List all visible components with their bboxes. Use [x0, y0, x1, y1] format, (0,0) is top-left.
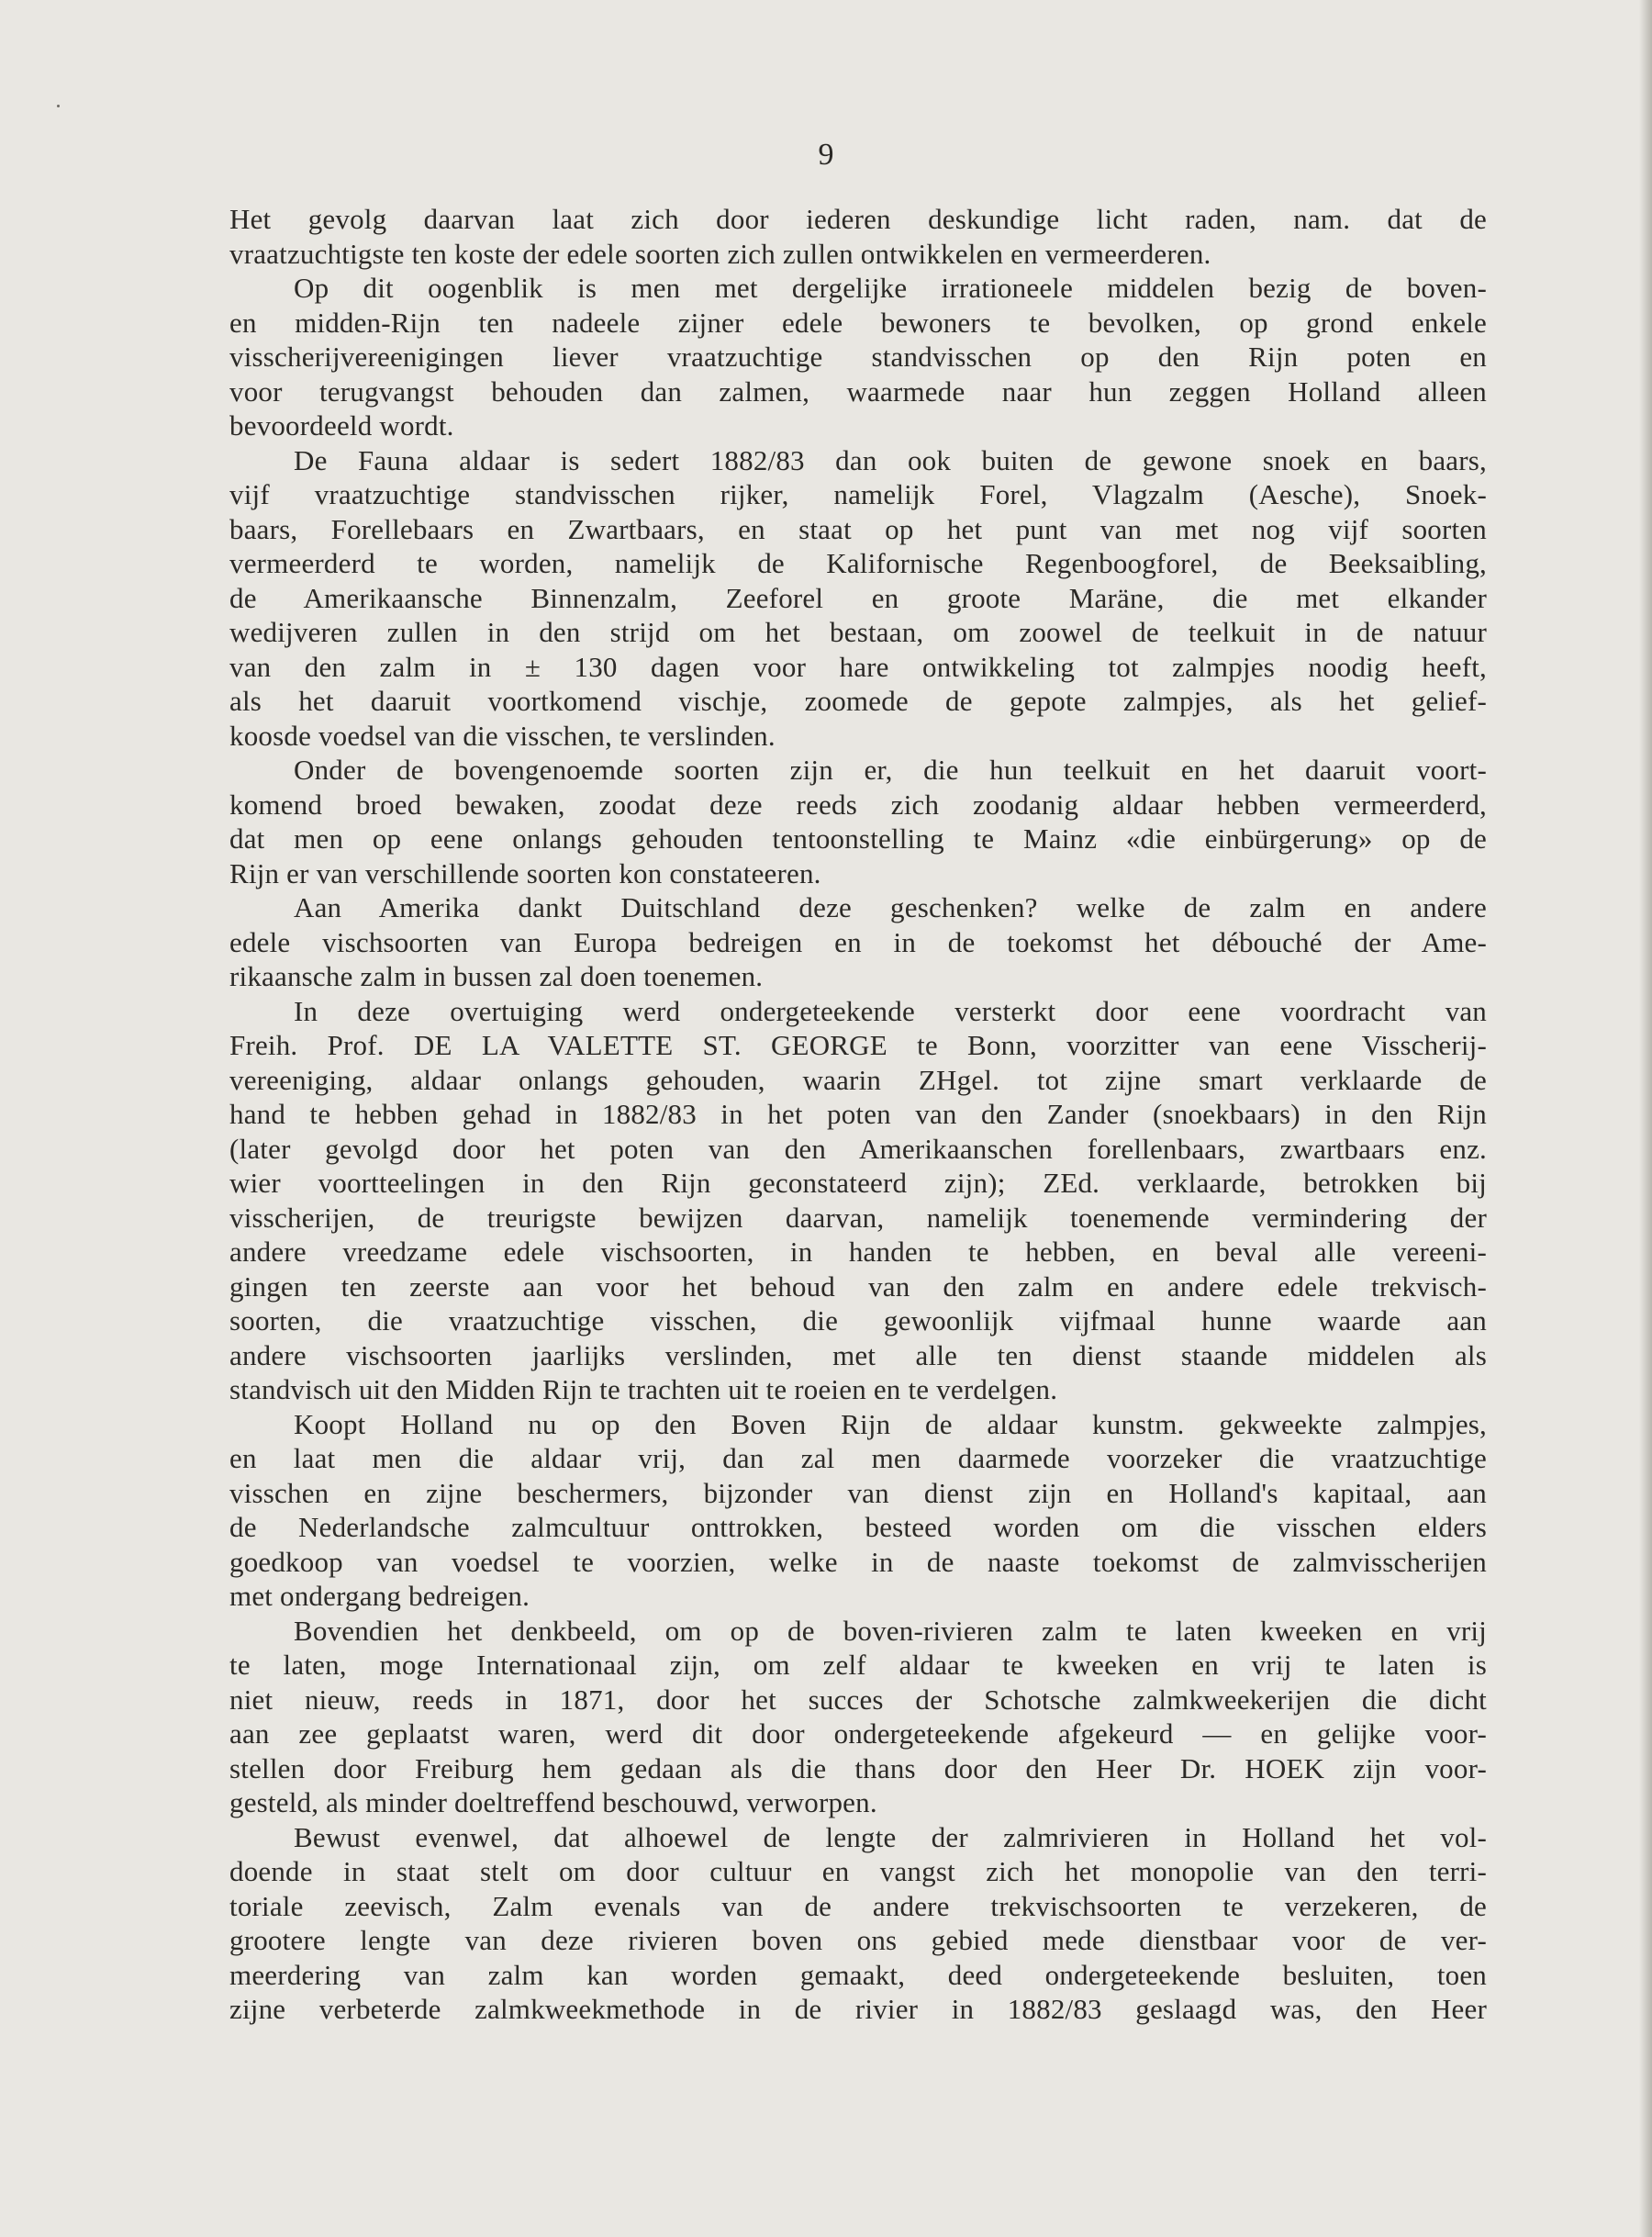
page-edge-shadow: [1639, 0, 1652, 2237]
text-line: met ondergang bedreigen.: [229, 1580, 530, 1612]
text-line: visscherijen, de treurigste bewijzen daarvan, namelijk toenemende vermindering der: [229, 1201, 1487, 1234]
text-line: koosde voedsel van die visschen, te verslinden.: [229, 719, 776, 752]
text-line: Op dit oogenblik is men met dergelijke irrationeele middelen bezig de boven-: [294, 272, 1487, 304]
text-line: edele vischsoorten van Europa bedreigen en in de toekomst het débouché der Ame-: [229, 925, 1487, 958]
text-line: andere vischsoorten jaarlijks verslinden, met alle ten dienst staande middelen als: [229, 1338, 1487, 1371]
text-line: te laten, moge Internationaal zijn, om zelf aldaar te kweeken en vrij te laten is: [229, 1649, 1487, 1681]
text-line: als het daaruit voortkomend vischje, zoomede de gepote zalmpjes, als het gelief-: [229, 685, 1487, 717]
text-line: de Amerikaansche Binnenzalm, Zeeforel en groote Maräne, die met elkander: [229, 581, 1487, 614]
text-line: gingen ten zeerste aan voor het behoud van den zalm en andere edele trekvisch-: [229, 1269, 1487, 1303]
text-line: Bovendien het denkbeeld, om op de boven-rivieren zalm te laten kweeken en vrij: [294, 1614, 1487, 1647]
text-line: goedkoop van voedsel te voorzien, welke in de naaste toekomst de zalmvisscherijen: [229, 1545, 1487, 1578]
text-line: Koopt Holland nu op den Boven Rijn de aldaar kunstm. gekweekte zalmpjes,: [294, 1407, 1487, 1440]
text-line: van den zalm in ± 130 dagen voor hare ontwikkeling tot zalmpjes noodig heeft,: [229, 650, 1487, 683]
text-line: De Fauna aldaar is sedert 1882/83 dan ook buiten de gewone snoek en baars,: [294, 443, 1487, 476]
text-line: visschen en zijne beschermers, bijzonder van dienst zijn en Holland's kapitaal, aan: [229, 1476, 1487, 1509]
text-line: toriale zeevisch, Zalm evenals van de andere trekvischsoorten te verzekeren, de: [229, 1889, 1487, 1922]
text-line: vereeniging, aldaar onlangs gehouden, waarin ZHgel. tot zijne smart verklaarde de: [229, 1063, 1487, 1096]
text-line: hand te hebben gehad in 1882/83 in het poten van den Zander (snoekbaars) in den Rijn: [229, 1098, 1487, 1130]
text-line: aan zee geplaatst waren, werd dit door ondergeteekende afgekeurd — en gelijke voor-: [229, 1717, 1487, 1750]
text-line: Het gevolg daarvan laat zich door iederen deskundige licht raden, nam. dat de: [229, 203, 1487, 235]
text-line: bevoordeeld wordt.: [229, 409, 454, 442]
text-line: Bewust evenwel, dat alhoewel de lengte der zalmrivieren in Holland het vol-: [294, 1820, 1487, 1853]
text-line: rikaansche zalm in bussen zal doen toenemen.: [229, 960, 764, 992]
text-line: komend broed bewaken, zoodat deze reeds zich zoodanig aldaar hebben vermeerderd,: [229, 788, 1487, 821]
text-line: niet nieuw, reeds in 1871, door het succes der Schotsche zalmkweekerijen die dicht: [229, 1683, 1487, 1716]
text-line: voor terugvangst behouden dan zalmen, waarmede naar hun zeggen Holland alleen: [229, 375, 1487, 408]
text-line: dat men op eene onlangs gehouden tentoonstelling te Mainz «die einbürgerung» op de: [229, 822, 1487, 855]
text-line: en midden-Rijn ten nadeele zijner edele bewoners te bevolken, op grond enkele: [229, 306, 1487, 339]
text-line: Rijn er van verschillende soorten kon constateeren.: [229, 856, 821, 889]
text-line: visscherijvereenigingen liever vraatzuchtige standvisschen op den Rijn poten en: [229, 341, 1487, 373]
text-line: de Nederlandsche zalmcultuur onttrokken, besteed worden om die visschen elders: [229, 1511, 1487, 1543]
text-line: grootere lengte van deze rivieren boven ons gebied mede dienstbaar voor de ver-: [229, 1924, 1487, 1956]
text-line: meerdering van zalm kan worden gemaakt, deed ondergeteekende besluiten, toen: [229, 1958, 1487, 1991]
text-line: stellen door Freiburg hem gedaan als die thans door den Heer Dr. HOEK zijn voor-: [229, 1751, 1487, 1784]
text-line: Aan Amerika dankt Duitschland deze geschenken? welke de zalm en andere: [294, 891, 1487, 923]
text-line: vermeerderd te worden, namelijk de Kalifornische Regenboogforel, de Beeksaibling,: [229, 547, 1487, 579]
text-line: doende in staat stelt om door cultuur en vangst zich het monopolie van den terri-: [229, 1855, 1487, 1887]
text-line: vijf vraatzuchtige standvisschen rijker, namelijk Forel, Vlagzalm (Aesche), Snoek-: [229, 478, 1487, 510]
text-line: Freih. Prof. DE LA VALETTE ST. GEORGE te Bonn, voorzitter van eene Visscherij-: [229, 1029, 1487, 1061]
text-line: wedijveren zullen in den strijd om het bestaan, om zoowel de teelkuit in de natuur: [229, 616, 1487, 648]
text-line: wier voortteelingen in den Rijn geconstateerd zijn); ZEd. verklaarde, betrokken bij: [229, 1167, 1487, 1199]
text-line: standvisch uit den Midden Rijn te trachten uit te roeien en te verdelgen.: [229, 1373, 1058, 1405]
text-line: zijne verbeterde zalmkweekmethode in de rivier in 1882/83 geslaagd was, den Heer: [229, 1993, 1487, 2025]
text-line: (later gevolgd door het poten van den Amerikaanschen forellenbaars, zwartbaars enz.: [229, 1132, 1487, 1165]
text-line: In deze overtuiging werd ondergeteekende versterkt door eene voordracht van: [294, 994, 1487, 1027]
text-line: vraatzuchtigste ten koste der edele soorten zich zullen ontwikkelen en vermeerderen.: [229, 237, 1211, 270]
body-text: [229, 202, 1487, 2027]
text-line: baars, Forellebaars en Zwartbaars, en staat op het punt van met nog vijf soorten: [229, 512, 1487, 545]
text-line: en laat men die aldaar vrij, dan zal men daarmede voorzeker die vraatzuchtige: [229, 1442, 1487, 1474]
text-line: andere vreedzame edele vischsoorten, in handen te hebben, en beval alle vereeni-: [229, 1236, 1487, 1268]
text-line: Onder de bovengenoemde soorten zijn er, die hun teelkuit en het daaruit voort-: [294, 754, 1487, 786]
scan-speck: [57, 105, 60, 107]
text-line: soorten, die vraatzuchtige visschen, die gewoonlijk vijfmaal hunne waarde aan: [229, 1304, 1487, 1337]
text-line: gesteld, als minder doeltreffend beschouwd, verworpen.: [229, 1786, 877, 1818]
page-number: 9: [818, 138, 834, 172]
